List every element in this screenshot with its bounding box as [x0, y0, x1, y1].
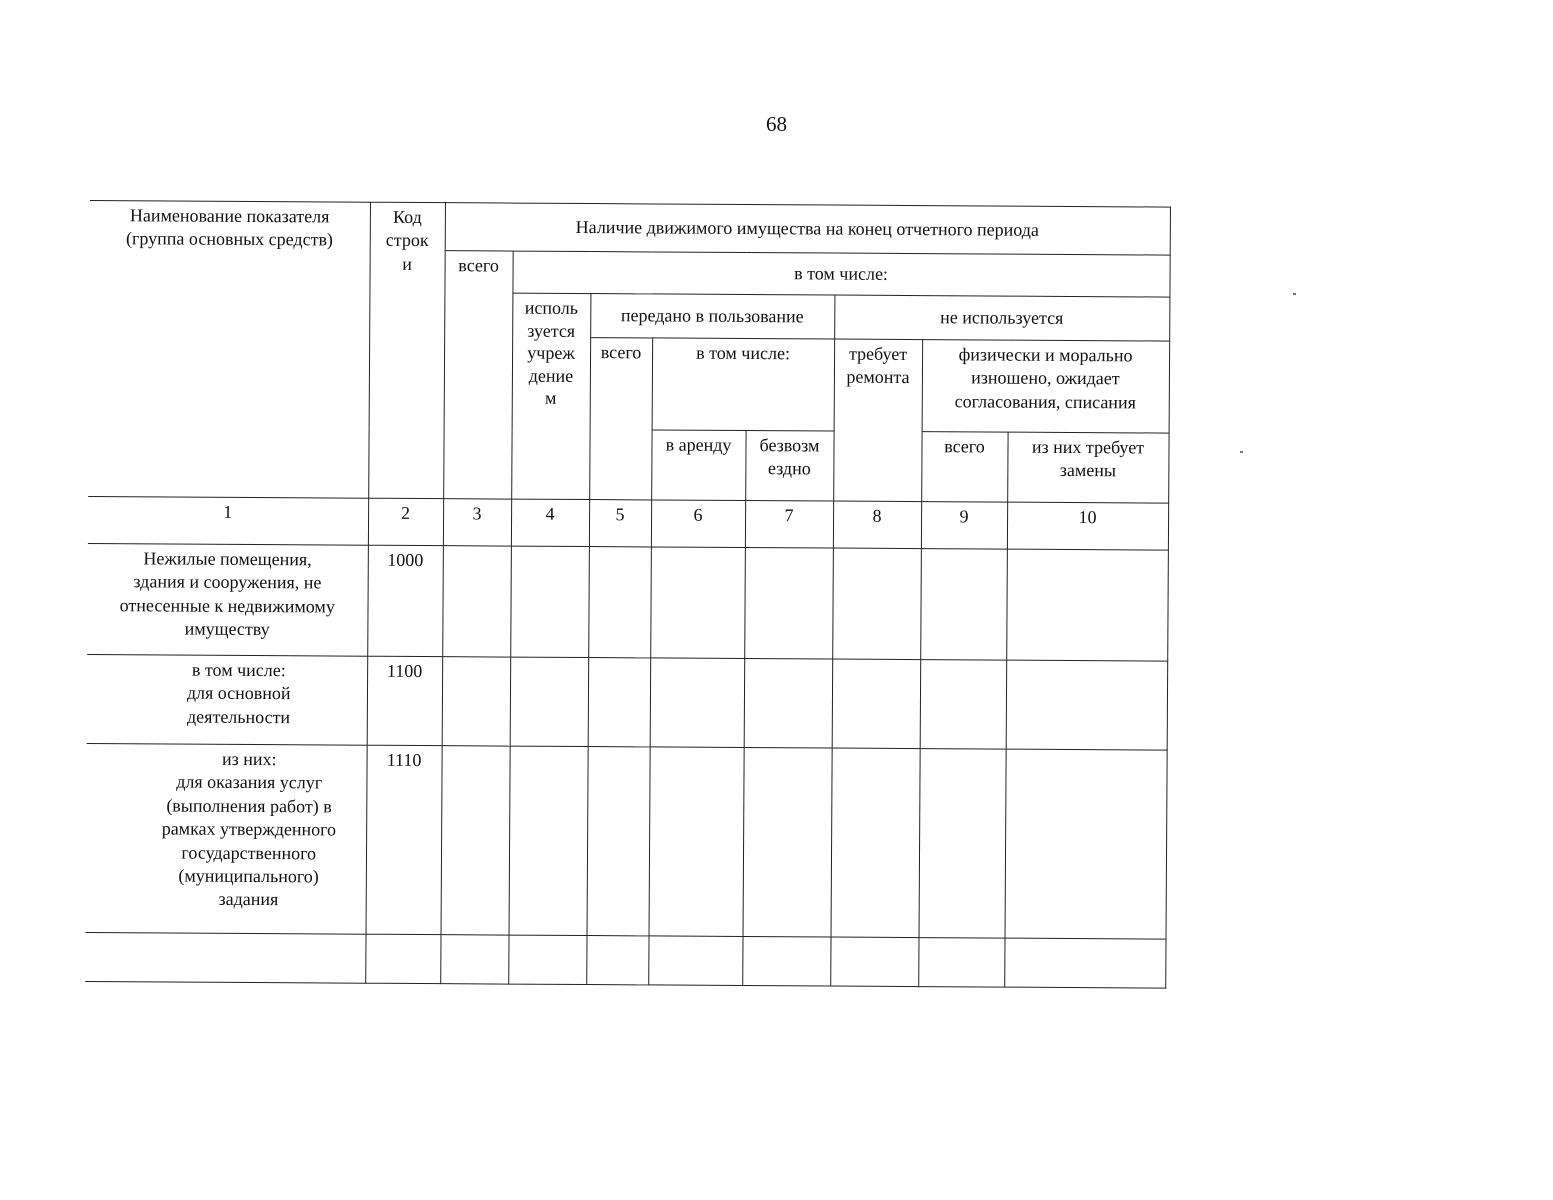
column-number: 2 — [368, 498, 443, 545]
empty-cell[interactable] — [365, 934, 440, 983]
cell-worn-replacement[interactable] — [1006, 660, 1168, 750]
cell-total[interactable] — [442, 657, 511, 746]
row-name: из них: для оказания услуг (выполнения работ) в рамках утвержденного государственного (муниципального) задания — [86, 743, 367, 934]
cell-worn-total[interactable] — [920, 549, 1007, 661]
cell-worn-replacement[interactable] — [1006, 549, 1168, 661]
header-movable-property-group: Наличие движимого имущества на конец отчетного периода — [445, 203, 1170, 255]
cell-used[interactable] — [510, 657, 589, 746]
header-worn-total: всего — [921, 432, 1007, 503]
scan-speck — [1240, 451, 1243, 453]
column-number: 7 — [745, 501, 833, 549]
table-row — [87, 654, 1168, 750]
header-free-use: безвозм ездно — [745, 431, 833, 502]
row-code: 1000 — [367, 545, 443, 656]
row-code: 1110 — [366, 745, 442, 934]
column-number: 8 — [833, 501, 921, 549]
empty-cell[interactable] — [1004, 938, 1165, 988]
header-transferred-including: в том числе: — [652, 338, 835, 431]
cell-transferred-total[interactable] — [588, 658, 651, 747]
row-code: 1100 — [367, 656, 443, 745]
cell-needs-repair[interactable] — [832, 659, 921, 749]
cell-worn-replacement[interactable] — [1005, 749, 1167, 939]
cell-rent[interactable] — [650, 547, 745, 659]
column-number: 4 — [511, 499, 589, 546]
header-transferred-total: всего — [589, 338, 652, 500]
empty-cell[interactable] — [648, 936, 742, 986]
page-number: 68 — [766, 112, 787, 136]
movable-property-table — [85, 200, 1170, 989]
cell-worn-total[interactable] — [920, 660, 1007, 750]
header-needs-repair: требует ремонта — [833, 339, 922, 502]
empty-cell[interactable] — [440, 935, 508, 984]
empty-cell[interactable] — [830, 937, 918, 987]
scan-speck — [1293, 293, 1296, 295]
header-including: в том числе: — [512, 251, 1169, 297]
empty-cell[interactable] — [918, 938, 1004, 988]
header-transferred: передано в пользование — [590, 294, 834, 339]
header-used-by-institution: исполь зуется учреж дение м — [511, 293, 590, 499]
table-row — [87, 543, 1168, 661]
empty-cell[interactable] — [508, 935, 586, 984]
cell-worn-total[interactable] — [919, 749, 1006, 939]
column-number: 1 — [88, 496, 368, 545]
cell-rent[interactable] — [650, 658, 745, 748]
cell-used[interactable] — [509, 746, 588, 935]
header-indicator-name: Наименование показателя (группа основных средств) — [88, 200, 370, 498]
column-number: 6 — [651, 500, 745, 548]
cell-needs-repair[interactable] — [832, 548, 921, 660]
row-name: Нежилые помещения, здания и сооружения, не отнесенные к недвижимому имуществу — [87, 543, 368, 656]
empty-cell[interactable] — [586, 936, 648, 985]
column-number: 5 — [589, 500, 651, 547]
row-name: в том числе: для основной деятельности — [87, 654, 368, 745]
table-row — [86, 743, 1167, 939]
cell-rent[interactable] — [649, 747, 744, 937]
cell-used[interactable] — [510, 546, 589, 657]
column-number: 10 — [1007, 502, 1168, 550]
empty-cell[interactable] — [85, 932, 365, 983]
header-worn-needs-replacement: из них требует замены — [1007, 432, 1168, 503]
header-total: всего — [443, 251, 513, 499]
header-rent: в аренду — [651, 430, 745, 501]
cell-needs-repair[interactable] — [831, 748, 920, 938]
property-table-sheet — [85, 200, 1170, 989]
empty-cell[interactable] — [742, 936, 830, 986]
cell-total[interactable] — [442, 546, 511, 657]
cell-free-use[interactable] — [743, 748, 832, 938]
cell-transferred-total[interactable] — [588, 547, 651, 658]
header-worn-out: физически и морально изношено, ожидает согласования, списания — [922, 340, 1170, 434]
cell-transferred-total[interactable] — [587, 747, 650, 936]
column-number: 9 — [921, 502, 1007, 550]
header-not-used: не используется — [834, 295, 1169, 341]
column-number: 3 — [443, 499, 511, 546]
cell-free-use[interactable] — [744, 548, 833, 660]
column-number-row — [88, 496, 1168, 550]
cell-total[interactable] — [441, 746, 510, 935]
cell-free-use[interactable] — [744, 659, 833, 749]
header-row-code: Код строк и — [368, 202, 445, 498]
table-row-empty — [85, 932, 1165, 988]
